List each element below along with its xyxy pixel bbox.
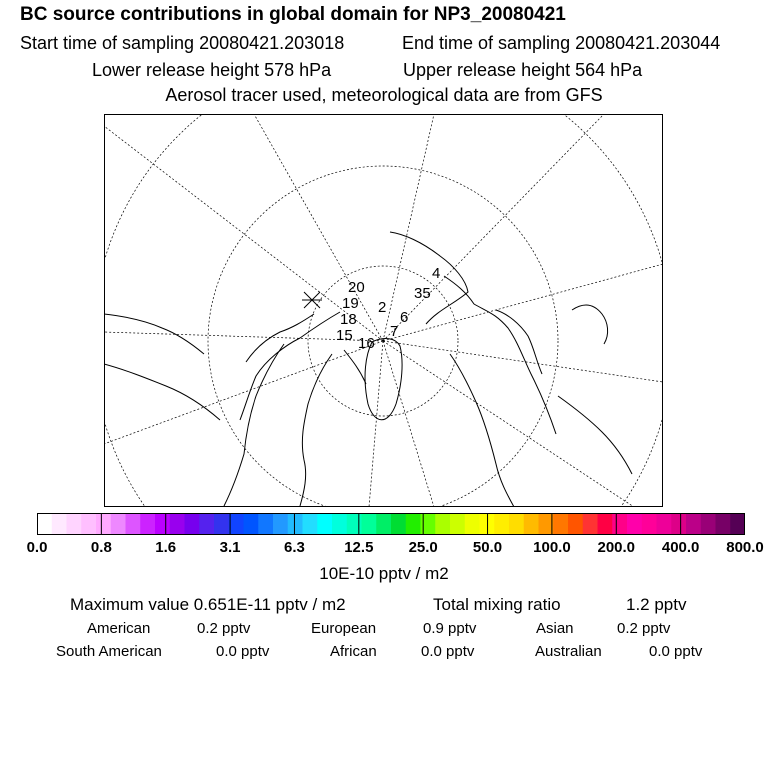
colorbar-swatch [214,513,229,535]
colorbar-swatch [81,513,96,535]
colorbar-swatch [465,513,480,535]
colorbar-swatch [273,513,288,535]
region-value-asian: 0.2 pptv [617,620,671,637]
colorbar-swatch [140,513,155,535]
total-mixing-ratio-value: 1.2 pptv [626,595,687,614]
colorbar-tick-label: 0.8 [90,539,112,556]
colorbar-swatch [671,513,686,535]
region-value-australian: 0.0 pptv [649,643,703,660]
region-name-african: African [330,643,377,660]
region-name-american: American [87,620,151,637]
colorbar-swatch [303,513,318,535]
total-mixing-ratio-label: Total mixing ratio [433,595,561,614]
colorbar-swatch [52,513,67,535]
tracer-note: Aerosol tracer used, meteorological data are from GFS [165,85,603,105]
colorbar-swatch [642,513,657,535]
colorbar-swatches [37,513,745,535]
colorbar-tick-label: 25.0 [408,539,438,556]
colorbar-swatch [686,513,701,535]
colorbar-swatch [244,513,259,535]
lower-release-height: Lower release height 578 hPa [92,60,332,80]
colorbar-swatch [450,513,465,535]
colorbar-swatch [258,513,273,535]
source-label: 7 [390,323,399,340]
colorbar-tick-label: 1.6 [155,539,177,556]
colorbar-swatch [435,513,450,535]
colorbar [37,513,745,535]
source-label: 20 [348,279,365,296]
colorbar-swatch [288,513,303,535]
region-name-south-american: South American [56,643,162,660]
end-time: End time of sampling 20080421.203044 [402,33,721,53]
colorbar-tick-label: 12.5 [344,539,374,556]
colorbar-swatch [111,513,126,535]
colorbar-swatch [406,513,421,535]
colorbar-swatch [657,513,672,535]
colorbar-swatch [376,513,391,535]
colorbar-swatch [155,513,170,535]
colorbar-swatch [67,513,82,535]
colorbar-tick-label: 400.0 [661,539,700,556]
colorbar-tick-label: 0.0 [26,539,48,556]
colorbar-swatch [583,513,598,535]
colorbar-swatch [317,513,332,535]
colorbar-tick-label: 100.0 [533,539,571,556]
colorbar-swatch [362,513,377,535]
colorbar-unit: 10E-10 pptv / m2 [319,564,449,583]
upper-release-height: Upper release height 564 hPa [403,60,643,80]
colorbar-swatch [701,513,716,535]
colorbar-tick-label: 800.0 [726,539,764,556]
colorbar-swatch [598,513,613,535]
colorbar-swatch [716,513,731,535]
region-value-european: 0.9 pptv [423,620,477,637]
colorbar-swatch [96,513,111,535]
region-value-american: 0.2 pptv [197,620,251,637]
region-value-african: 0.0 pptv [421,643,475,660]
source-label: 2 [378,299,387,316]
source-label: 19 [342,295,359,312]
colorbar-swatch [391,513,406,535]
colorbar-swatch [347,513,362,535]
colorbar-tick-label: 3.1 [219,539,241,556]
colorbar-swatch [332,513,347,535]
colorbar-swatch [730,513,745,535]
colorbar-tick-label: 6.3 [284,539,305,556]
source-label: 6 [400,309,409,326]
source-label: 16 [358,335,375,352]
colorbar-swatch [627,513,642,535]
source-label: 15 [336,327,353,344]
polar-map [104,114,663,507]
colorbar-swatch [553,513,568,535]
region-value-south-american: 0.0 pptv [216,643,270,660]
colorbar-swatch [494,513,509,535]
source-label: 4 [432,265,441,282]
region-name-european: European [311,620,377,637]
colorbar-swatch [509,513,524,535]
source-label: 18 [340,311,357,328]
colorbar-swatch [199,513,214,535]
colorbar-tick-label: 50.0 [472,539,503,556]
colorbar-swatch [126,513,141,535]
colorbar-tick-label: 200.0 [597,539,636,556]
plot-title: BC source contributions in global domain for NP3_20080421 [20,4,566,25]
region-name-australian: Australian [535,643,602,660]
colorbar-swatch [185,513,200,535]
maximum-value: Maximum value 0.651E-11 pptv / m2 [70,595,346,614]
colorbar-swatch [568,513,583,535]
colorbar-swatch [229,513,244,535]
region-name-asian: Asian [536,620,574,637]
start-time: Start time of sampling 20080421.203018 [20,33,345,53]
colorbar-swatch [37,513,52,535]
colorbar-swatch [170,513,185,535]
colorbar-swatch [524,513,539,535]
colorbar-swatch [612,513,627,535]
source-label: 35 [414,285,431,302]
